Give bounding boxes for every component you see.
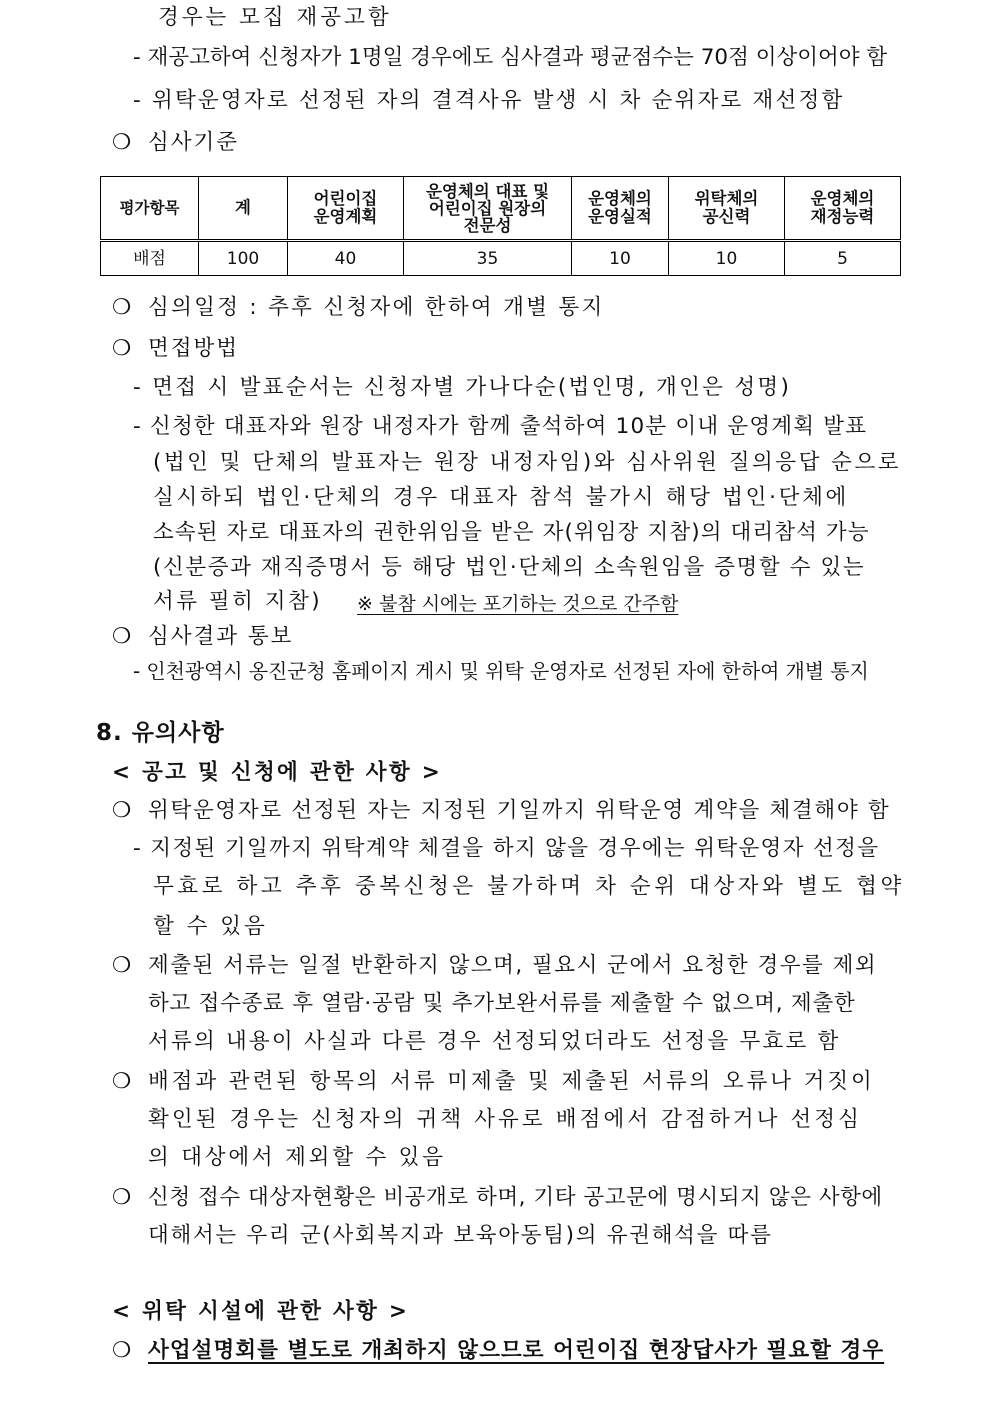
- circle-bullet-icon: ❍: [112, 130, 132, 155]
- interview-line-1: - 면접 시 발표순서는 신청자별 가나다순(법인명, 개인은 성명): [133, 375, 792, 400]
- text-line-l3: - 위탁운영자로 선정된 자의 결격사유 발생 시 차 순위자로 재선정함: [133, 88, 845, 113]
- interview-line-4: 실시하되 법인·단체의 경우 대표자 참석 불가시 해당 법인·단체에: [153, 485, 850, 510]
- interview-line-3: (법인 및 단체의 발표자는 원장 내정자임)와 심사위원 질의응답 순으로: [153, 450, 901, 475]
- circle-bullet-icon: ❍: [112, 1338, 132, 1363]
- table-header-cell: [288, 177, 404, 241]
- interview-line-6: (신분증과 재직증명서 등 해당 법인·단체의 소속원임을 증명할 수 있는: [153, 555, 866, 580]
- table-header-cell: [199, 177, 288, 241]
- notice-c3: 의 대상에서 제외할 수 있음: [148, 1145, 446, 1170]
- absence-note: ※ 불참 시에는 포기하는 것으로 간주함: [357, 593, 679, 615]
- header-label: 운영체의 재정능력: [810, 189, 875, 226]
- table-cell: 40: [288, 241, 404, 276]
- interview-line-5: 소속된 자로 대표자의 권한위임을 받은 자(위임장 지참)의 대리참석 가능: [153, 520, 870, 545]
- table-header-cell: [572, 177, 669, 241]
- interview-title: 면접방법: [148, 336, 240, 361]
- notice-d2: 대해서는 우리 군(사회복지과 보육아동팀)의 유권해석을 따름: [148, 1223, 773, 1248]
- notice-a1: 위탁운영자로 선정된 자는 지정된 기일까지 위탁운영 계약을 체결해야 함: [148, 798, 891, 823]
- header-label: 어린이집 운영계획: [313, 189, 378, 226]
- criteria-table-header-row: [101, 177, 901, 241]
- interview-line-7: 서류 필히 지참): [153, 589, 323, 614]
- result-line-1: - 인천광역시 옹진군청 홈페이지 게시 및 위탁 운영자로 선정된 자에 한하여 개별 통지: [133, 659, 869, 683]
- notice-d1: 신청 접수 대상자현황은 비공개로 하며, 기타 공고문에 명시되지 않은 사항에: [148, 1185, 883, 1210]
- notice-c2: 확인된 경우는 신청자의 귀책 사유로 배점에서 감점하거나 선정심: [148, 1107, 863, 1132]
- circle-bullet-icon: ❍: [112, 798, 132, 823]
- header-label: 위탁체의 공신력: [694, 189, 759, 226]
- subsection-heading-text: < 위탁 시설에 관한 사항 >: [112, 1299, 410, 1324]
- table-cell: 10: [669, 241, 785, 276]
- table-header-cell: [669, 177, 785, 241]
- table-header-cell: [101, 177, 199, 241]
- circle-bullet-icon: ❍: [112, 624, 132, 649]
- interview-line-2: - 신청한 대표자와 원장 내정자가 함께 출석하여 10분 이내 운영계획 발표: [133, 414, 868, 439]
- notice-c1: 배점과 관련된 항목의 서류 미제출 및 제출된 서류의 오류나 거짓이: [148, 1069, 875, 1094]
- header-label: 평가항목: [119, 199, 180, 217]
- circle-bullet-icon: ❍: [112, 295, 132, 320]
- table-cell: 5: [785, 241, 901, 276]
- notice-b1: 제출된 서류는 일절 반환하지 않으며, 필요시 군에서 요청한 경우를 제외: [148, 953, 878, 978]
- table-cell: 35: [404, 241, 572, 276]
- notice-a4: 할 수 있음: [153, 914, 268, 939]
- notice-a2: - 지정된 기일까지 위탁계약 체결을 하지 않을 경우에는 위탁운영자 선정을: [133, 836, 880, 861]
- section-heading-8-text: 8. 유의사항: [96, 720, 225, 746]
- notice-b3: 서류의 내용이 사실과 다른 경우 선정되었더라도 선정을 무효로 함: [148, 1029, 841, 1054]
- text-line-l1: 경우는 모집 재공고함: [158, 5, 392, 30]
- notice-a3: 무효로 하고 추후 중복신청은 불가하며 차 순위 대상자와 별도 협약: [153, 874, 905, 899]
- circle-bullet-icon: ❍: [112, 1185, 132, 1210]
- table-row: [101, 241, 901, 276]
- notice-e1: 사업설명회를 별도로 개최하지 않으므로 어린이집 현장답사가 필요할 경우: [148, 1338, 885, 1363]
- header-label: 운영체의 대표 및 어린이집 원장의 전문성: [425, 181, 550, 235]
- table-cell: 배점: [101, 241, 199, 276]
- header-label: 운영체의 운영실적: [588, 189, 652, 226]
- table-cell: 10: [572, 241, 669, 276]
- circle-bullet-icon: ❍: [112, 1069, 132, 1094]
- notice-b2: 하고 접수종료 후 열람·공람 및 추가보완서류를 제출할 수 없으며, 제출한: [148, 991, 856, 1016]
- table-header-cell: [404, 177, 572, 241]
- circle-bullet-icon: ❍: [112, 953, 132, 978]
- criteria-title: 심사기준: [148, 130, 240, 155]
- subsection-heading-text: < 공고 및 신청에 관한 사항 >: [112, 760, 443, 785]
- table-cell: 100: [199, 241, 288, 276]
- criteria-table: [100, 176, 901, 276]
- result-title: 심사결과 통보: [148, 624, 294, 649]
- schedule-text: 심의일정 : 추후 신청자에 한하여 개별 통지: [148, 295, 605, 320]
- circle-bullet-icon: ❍: [112, 336, 132, 361]
- header-label: 계: [235, 198, 251, 217]
- table-header-cell: [785, 177, 901, 241]
- text-line-l2: - 재공고하여 신청자가 1명일 경우에도 심사결과 평균점수는 70점 이상이어야 함: [133, 45, 888, 70]
